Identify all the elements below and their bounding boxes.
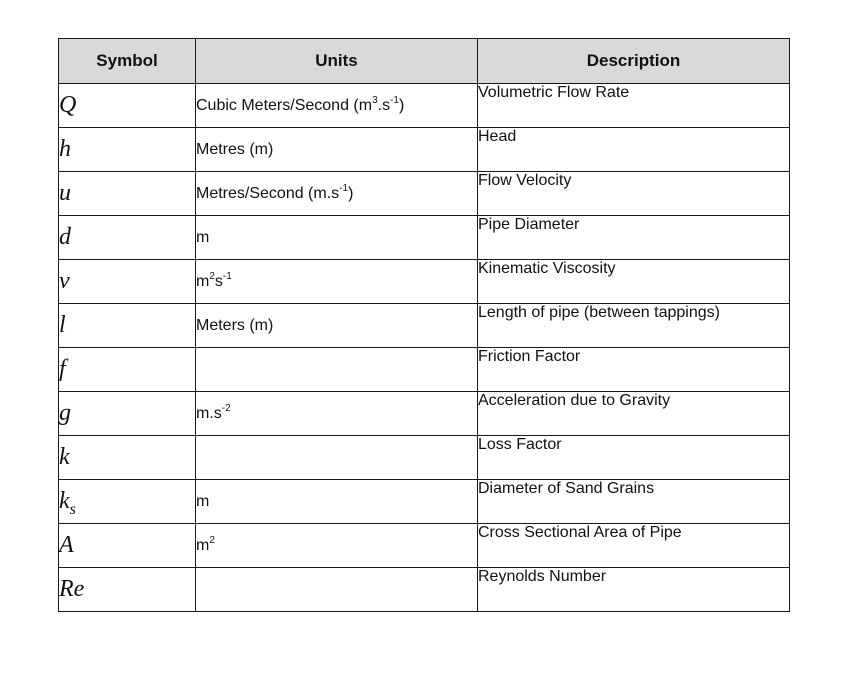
- description-cell: Flow Velocity: [478, 172, 790, 216]
- description-cell: Pipe Diameter: [478, 216, 790, 260]
- symbol-base: g: [59, 400, 71, 426]
- units-text: Cubic Meters/Second (m: [196, 96, 373, 114]
- description-cell: Friction Factor: [478, 348, 790, 392]
- units-text: m: [196, 492, 210, 510]
- symbol-base: k: [59, 444, 70, 470]
- symbol-base: ν: [59, 268, 70, 294]
- units-cell: [196, 304, 478, 348]
- units-superscript-2: -1: [390, 94, 399, 106]
- units-text: m: [196, 228, 210, 246]
- units-text: m: [196, 272, 210, 290]
- symbol-cell: [59, 392, 196, 436]
- header-symbol: Symbol: [59, 39, 196, 84]
- description-cell: Kinematic Viscosity: [478, 260, 790, 304]
- symbol-cell: [59, 260, 196, 304]
- symbol-cell: [59, 304, 196, 348]
- table-row: [59, 260, 790, 304]
- units-cell: [196, 568, 478, 612]
- symbol-cell: [59, 348, 196, 392]
- symbol-cell: [59, 172, 196, 216]
- symbol-cell: [59, 480, 196, 524]
- description-cell: Diameter of Sand Grains: [478, 480, 790, 524]
- units-text: Metres (m): [196, 140, 274, 158]
- header-description: Description: [478, 39, 790, 84]
- description-cell: Reynolds Number: [478, 568, 790, 612]
- units-cell: [196, 84, 478, 128]
- units-cell: [196, 172, 478, 216]
- symbol-base: A: [59, 532, 74, 558]
- units-cell: [196, 392, 478, 436]
- units-cell: [196, 480, 478, 524]
- table-row: [59, 172, 790, 216]
- symbol-cell: [59, 216, 196, 260]
- table-row: [59, 392, 790, 436]
- symbol-base: Q: [59, 92, 77, 118]
- units-mid: ): [348, 184, 354, 202]
- units-superscript-2: -1: [222, 270, 232, 282]
- symbol-subscript: s: [69, 501, 76, 518]
- units-text: Metres/Second (m.s: [196, 184, 340, 202]
- table-row: [59, 436, 790, 480]
- units-mid: .s: [377, 96, 391, 114]
- table-row: [59, 524, 790, 568]
- symbol-cell: [59, 84, 196, 128]
- description-cell: Head: [478, 128, 790, 172]
- units-superscript-1: 2: [209, 270, 215, 282]
- symbol-cell: [59, 436, 196, 480]
- description-cell: Loss Factor: [478, 436, 790, 480]
- table-row: [59, 348, 790, 392]
- description-cell: Acceleration due to Gravity: [478, 392, 790, 436]
- units-superscript-1: -2: [221, 402, 231, 414]
- units-superscript-1: 2: [209, 534, 215, 546]
- header-row: [59, 39, 790, 84]
- symbol-base: k: [59, 488, 70, 514]
- symbols-table: [58, 38, 790, 612]
- description-cell: Cross Sectional Area of Pipe: [478, 524, 790, 568]
- units-cell: [196, 260, 478, 304]
- units-text: m: [196, 536, 210, 554]
- units-text: Meters (m): [196, 316, 274, 334]
- units-cell: [196, 216, 478, 260]
- symbol-base: u: [59, 180, 71, 206]
- units-superscript-1: -1: [339, 182, 349, 194]
- table-row: [59, 304, 790, 348]
- symbol-cell: [59, 128, 196, 172]
- symbol-cell: [59, 568, 196, 612]
- units-cell: [196, 524, 478, 568]
- description-cell: Length of pipe (between tappings): [478, 304, 790, 348]
- table-row: [59, 480, 790, 524]
- units-text: m.s: [196, 404, 222, 422]
- table-row: [59, 216, 790, 260]
- symbol-cell: [59, 524, 196, 568]
- table-row: [59, 128, 790, 172]
- symbol-base: l: [59, 312, 66, 338]
- table-row: [59, 568, 790, 612]
- header-units: Units: [196, 39, 478, 84]
- units-superscript-1: 3: [372, 94, 378, 106]
- units-cell: [196, 436, 478, 480]
- table-row: [59, 84, 790, 128]
- units-cell: [196, 128, 478, 172]
- symbol-base: Re: [59, 576, 85, 602]
- units-end: ): [398, 96, 405, 114]
- units-mid: s: [214, 272, 223, 290]
- units-cell: [196, 348, 478, 392]
- symbol-base: h: [59, 136, 71, 162]
- description-cell: Volumetric Flow Rate: [478, 84, 790, 128]
- symbol-base: f: [59, 356, 66, 382]
- symbol-base: d: [59, 224, 71, 250]
